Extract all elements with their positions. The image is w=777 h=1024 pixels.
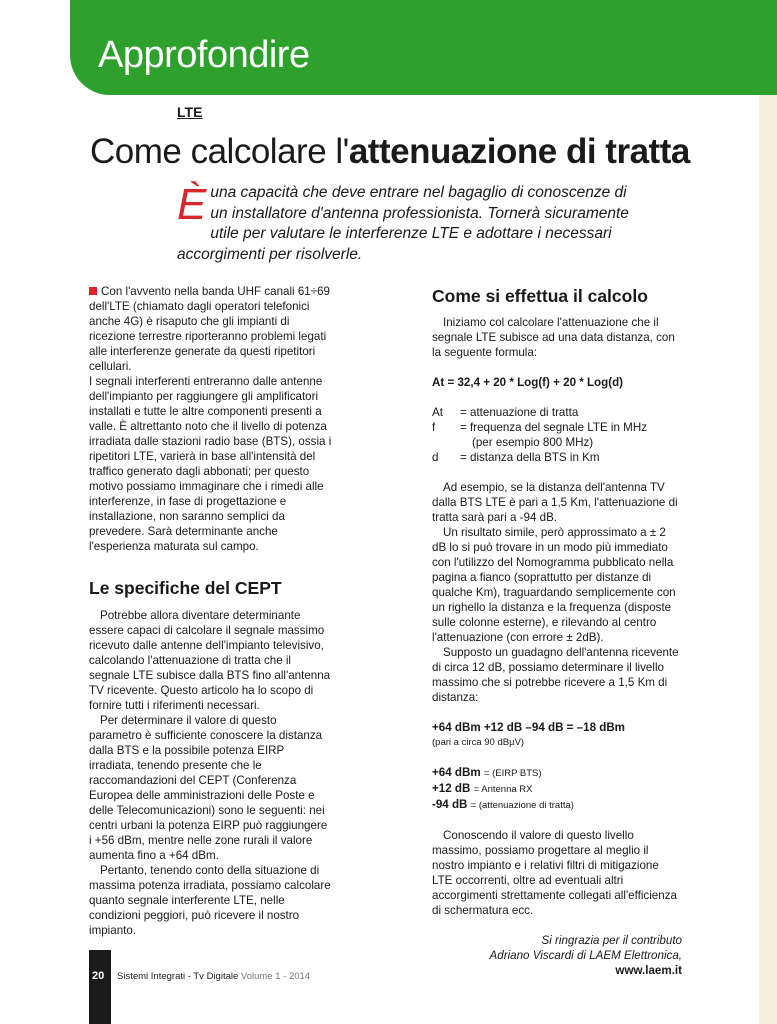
section-heading-cept: Le specifiche del CEPT	[89, 578, 282, 598]
page-number: 20	[92, 970, 105, 982]
intro-paragraph: Con l'avvento nella banda UHF canali 61÷69 dell'LTE (chiamato dagli operatori telefonici anche 4G) è risaputo che gli impianti di ricezione terrestre riporteranno problemi legati alle interferenze generate da questi ripetitori cellulari.	[89, 285, 330, 373]
def-text: (per esempio 800 MHz)	[472, 436, 594, 449]
intro-paragraph: I segnali interferenti entreranno dalle antenne dell'impianto per raggiungere gli amplificatori installati e tutte le altre componenti presenti a valle. È altrettanto noto che il livello di potenza irradiata dalle stazioni radio base (BTS), ossia i ripetitori LTE, varierà in base all'intensità del traffico generato dagli abbonati; per questo motivo possiamo immaginare che i rimedi alle interferenze, in fase di progettazione e installazione, non saranno semplici da prevedere. Sarà determinante anche l'esperienza maturata sul campo.	[89, 375, 332, 553]
section-heading-calcolo: Come si effettua il calcolo	[432, 286, 648, 306]
left-column	[89, 284, 332, 938]
signal-calculation: +64 dBm +12 dB –94 dB = –18 dBm	[432, 721, 625, 734]
laem-website-link[interactable]: www.laem.it	[615, 964, 682, 977]
def-text: = frequenza del segnale LTE in MHz	[460, 421, 647, 434]
def-text: = attenuazione di tratta	[460, 406, 579, 419]
body-paragraph: Pertanto, tenendo conto della situazione di massima potenza irradiata, possiamo calcolare quanto segnale interferente LTE, nelle condizioni peggiori, può ricevere il nostro impianto.	[89, 864, 331, 937]
formula-definitions	[432, 405, 682, 465]
article-title-bold: attenuazione di tratta	[348, 132, 690, 171]
legend-row: -94 dB = (attenuazione di tratta)	[432, 798, 574, 811]
def-symbol: d	[432, 451, 439, 464]
attenuation-formula: At = 32,4 + 20 * Log(f) + 20 * Log(d)	[432, 376, 624, 389]
topic-tag: LTE	[177, 104, 203, 120]
article-lead	[177, 180, 647, 265]
article-title	[90, 130, 690, 174]
acknowledgement-credit: Adriano Viscardi di LAEM Elettronica, www.laem.it	[489, 949, 682, 977]
body-paragraph: Potrebbe allora diventare determinante essere capaci di calcolare il segnale massimo ricevuto dalle antenne dell'impianto televisivo, calcolando l'attenuazione di tratta che il segnale LTE subisce dalla BTS fino all'antenna TV ricevente. Questo articolo ha lo scopo di fornire tutti i riferimenti necessari.	[89, 609, 331, 712]
footer-page-bar	[89, 950, 111, 1024]
body-paragraph: Supposto un guadagno dell'antenna ricevente di circa 12 dB, possiamo determinare il livello massimo che si potrebbe ricevere a 1,5 Km di distanza:	[432, 646, 679, 704]
bullet-square-icon	[89, 287, 97, 295]
def-symbol: f	[432, 421, 436, 434]
acknowledgement-line: Si ringrazia per il contributo	[541, 934, 682, 947]
def-symbol: At	[432, 406, 443, 419]
def-text: = distanza della BTS in Km	[460, 451, 600, 464]
calculation-legend	[432, 765, 682, 813]
lead-text: una capacità che deve entrare nel bagaglio di conoscenze di un installatore d'antenna professionista. Tornerà sicuramente utile per valutare le interferenze LTE e adottare i necessari accorgimenti per risolverle.	[177, 184, 629, 263]
footer-publication: Sistemi Integrati - Tv Digitale Volume 1 - 2014	[117, 971, 311, 982]
body-paragraph: Iniziamo col calcolare l'attenuazione che il segnale LTE subisce ad una data distanza, con la seguente formula:	[432, 316, 675, 359]
body-paragraph: Per determinare il valore di questo parametro è sufficiente conoscere la distanza dalla BTS e la possibile potenza EIRP irradiata, tenendo presente che le raccomandazioni del CEPT (Conferenza Europea delle amministrazioni delle Poste e delle Telecomunicazioni) sono le seguenti: nei centri urbani la potenza EIRP può raggiungere i +56 dBm, mentre nelle zone rurali il valore aumenta fino a +64 dBm.	[89, 714, 328, 862]
side-strip	[759, 60, 777, 1024]
calculation-note: (pari a circa 90 dBµV)	[432, 737, 525, 748]
legend-row: +12 dB = Antenna RX	[432, 782, 533, 795]
lead-dropcap: È	[177, 180, 207, 229]
footer-volume: Volume 1 - 2014	[240, 971, 311, 982]
def-symbol	[432, 435, 460, 450]
article-title-light: Come calcolare l'	[90, 132, 349, 171]
legend-row: +64 dBm = (EIRP BTS)	[432, 766, 542, 779]
body-paragraph: Conoscendo il valore di questo livello massimo, possiamo progettare al meglio il nostro impianto e i relativi filtri di mitigazione LTE occorrenti, oltre ad eventuali altri accorgimenti strettamente collegati all'efficienza di schermatura ecc.	[432, 829, 677, 917]
right-column	[432, 285, 682, 978]
body-paragraph: Ad esempio, se la distanza dell'antenna TV dalla BTS LTE è pari a 1,5 Km, l'attenuazione di tratta sarà pari a -94 dB.	[432, 481, 678, 524]
body-paragraph: Un risultato simile, però approssimato a ± 2 dB lo si può trovare in un modo più immediato con l'utilizzo del Nomogramma pubblicato nella pagina a fianco (soprattutto per distanze di qualche Km), traguardando semplicemente con un righello la distanza e la frequenza (disposte sulle colonne esterne), e rilevando al centro l'attenuazione (con errore ± 2dB).	[432, 526, 676, 644]
section-title: Approfondire	[98, 34, 310, 76]
